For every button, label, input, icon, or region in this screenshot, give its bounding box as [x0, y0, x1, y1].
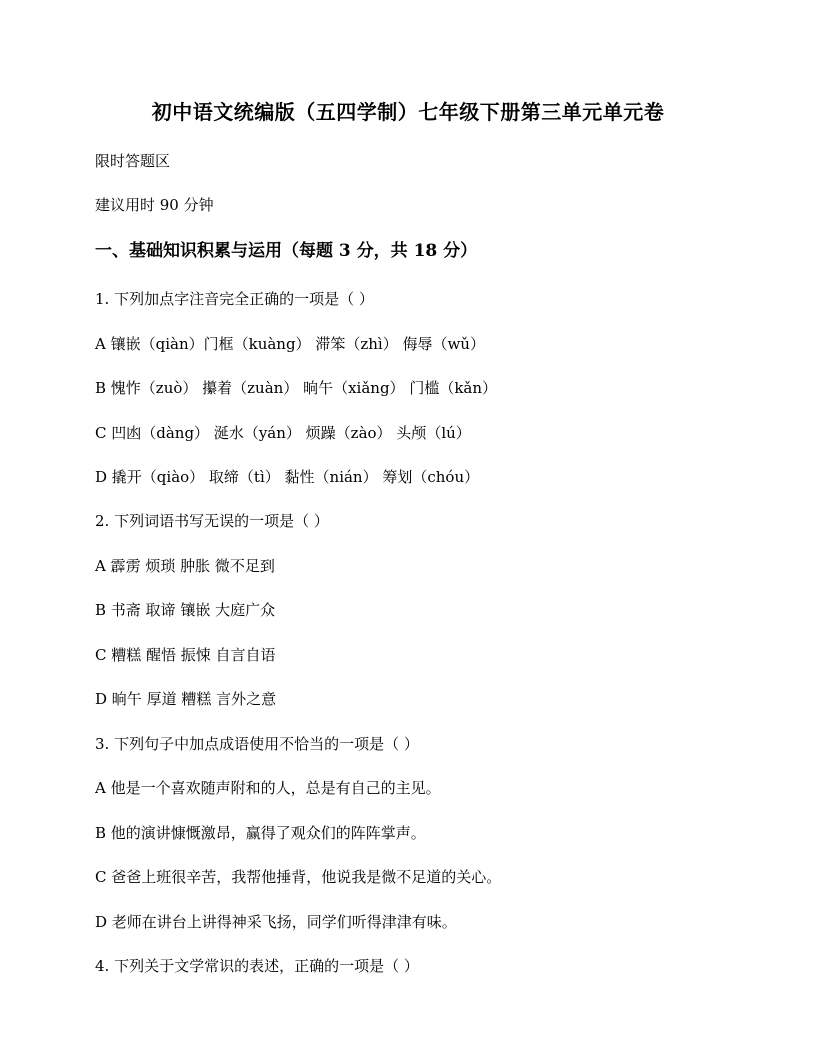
answer-area-label: 限时答题区 — [95, 152, 171, 170]
question-3-option-a: A 他是一个喜欢随声附和的人，总是有自己的主见。 — [95, 779, 441, 797]
question-1-option-d: D 撬开（qiào） 取缔（tì） 黏性（nián） 筹划（chóu） — [95, 468, 480, 486]
question-3-stem: 3. 下列句子中加点成语使用不恰当的一项是（ ） — [95, 735, 419, 753]
question-1-option-a: A 镶嵌（qiàn）门框（kuàng） 滞笨（zhì） 侮辱（wǔ） — [95, 335, 485, 353]
question-3-option-b: B 他的演讲慷慨激昂，赢得了观众们的阵阵掌声。 — [95, 824, 426, 842]
section-heading: 一、基础知识积累与运用（每题 3 分，共 18 分） — [95, 241, 478, 261]
question-3-option-d: D 老师在讲台上讲得神采飞扬，同学们听得津津有味。 — [95, 913, 457, 931]
question-2-option-d: D 晌午 厚道 糟糕 言外之意 — [95, 690, 277, 708]
question-2-option-b: B 书斋 取谛 镶嵌 大庭广众 — [95, 601, 276, 619]
question-1-stem: 1. 下列加点字注音完全正确的一项是（ ） — [95, 290, 374, 308]
question-1-option-c: C 凹凼（dàng） 涎水（yán） 烦躁（zào） 头颅（lú） — [95, 424, 471, 442]
question-2-option-c: C 糟糕 醒悟 振悚 自言自语 — [95, 646, 276, 664]
question-4-stem: 4. 下列关于文学常识的表述，正确的一项是（ ） — [95, 957, 419, 975]
question-2-option-a: A 霹雳 烦琐 肿胀 微不足到 — [95, 557, 275, 575]
suggested-time: 建议用时 90 分钟 — [95, 196, 214, 214]
question-1-option-b: B 愧怍（zuò） 攥着（zuàn） 晌午（xiǎng） 门槛（kǎn） — [95, 379, 498, 397]
question-3-option-c: C 爸爸上班很辛苦，我帮他捶背，他说我是微不足道的关心。 — [95, 868, 502, 886]
question-2-stem: 2. 下列词语书写无误的一项是（ ） — [95, 512, 329, 530]
document-title: 初中语文统编版（五四学制）七年级下册第三单元单元卷 — [151, 100, 665, 124]
